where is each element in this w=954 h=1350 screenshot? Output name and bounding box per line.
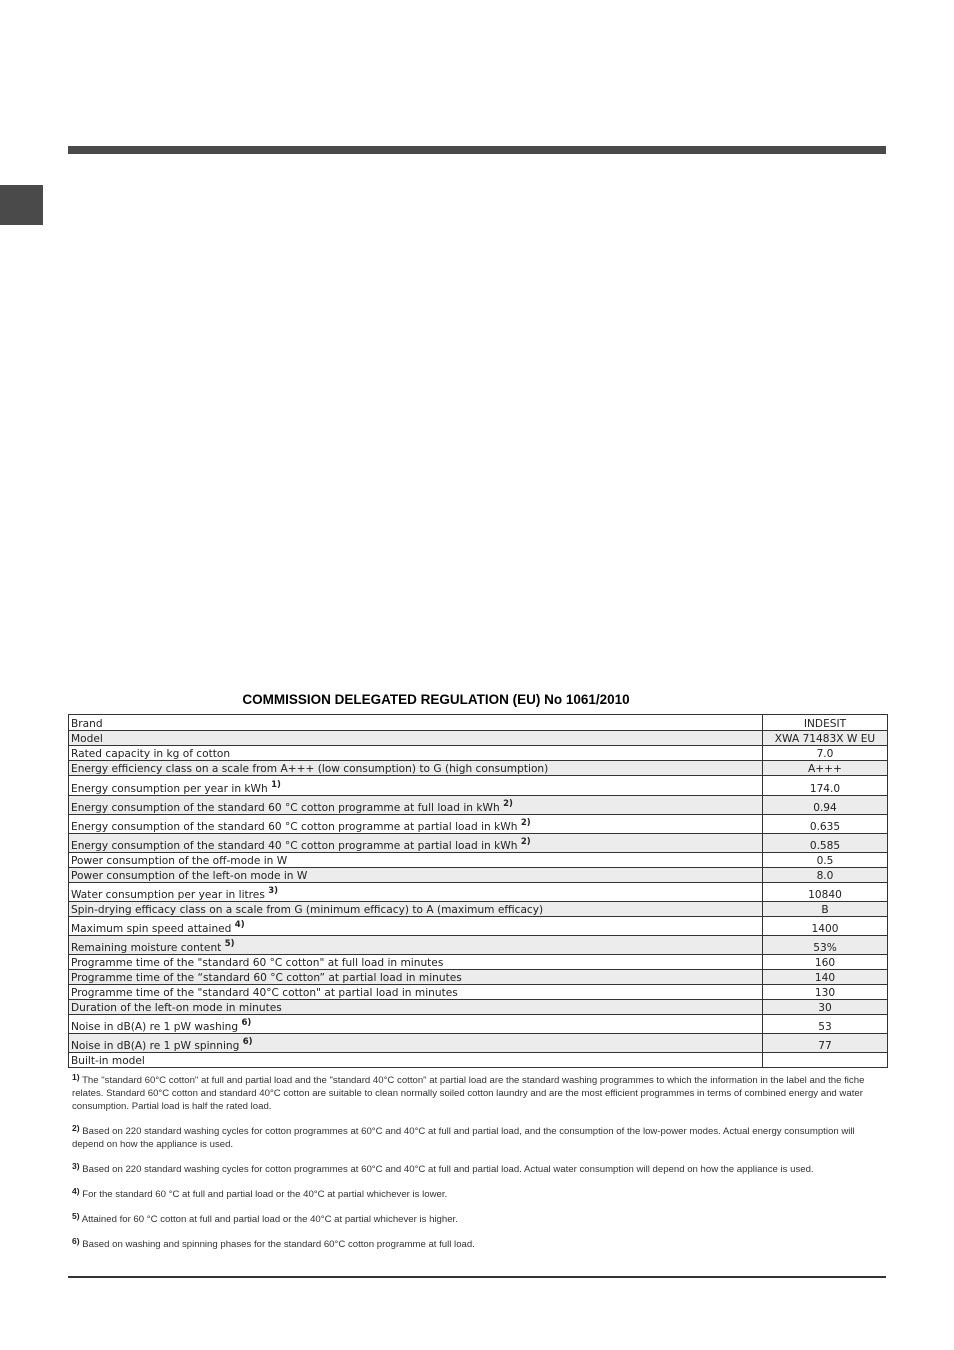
table-row bbox=[69, 815, 888, 834]
table-row bbox=[69, 796, 888, 815]
footnote-ref: 5) bbox=[224, 939, 235, 949]
footnote-number: 1) bbox=[72, 1072, 80, 1082]
row-label: Rated capacity in kg of cotton bbox=[69, 746, 763, 761]
footnote-ref: 2) bbox=[520, 818, 531, 828]
row-value: 0.5 bbox=[763, 853, 888, 868]
side-language-tab bbox=[0, 185, 43, 225]
header-rule bbox=[68, 146, 886, 154]
footnote-number: 2) bbox=[72, 1123, 80, 1133]
row-label: Power consumption of the off-mode in W bbox=[69, 853, 763, 868]
row-value: 174.0 bbox=[763, 776, 888, 796]
row-label: Energy consumption of the standard 60 °C cotton programme at partial load in kWh $^{2)}$ bbox=[69, 815, 763, 834]
row-value: 53% bbox=[763, 936, 888, 955]
footnote-ref: 2) bbox=[520, 837, 531, 847]
row-value: 0.635 bbox=[763, 815, 888, 834]
row-value: 130 bbox=[763, 985, 888, 1000]
footnote-text: Based on 220 standard washing cycles for cotton programmes at 60°C and 40°C at full and partial load. Actual water consumption will depend on how the appliance is used. bbox=[82, 1164, 814, 1175]
row-value: A+++ bbox=[763, 761, 888, 776]
row-label: Duration of the left-on mode in minutes bbox=[69, 1000, 763, 1015]
row-label: Programme time of the "standard 40°C cotton" at partial load in minutes bbox=[69, 985, 763, 1000]
footnote-text: Based on washing and spinning phases for the standard 60°C cotton programme at full load. bbox=[82, 1239, 475, 1250]
row-value: 1400 bbox=[763, 917, 888, 936]
row-value: XWA 71483X W EU bbox=[763, 731, 888, 746]
footnote-ref: 1) bbox=[271, 780, 281, 790]
table-row bbox=[69, 731, 888, 746]
table-row bbox=[69, 761, 888, 776]
table-row bbox=[69, 1053, 888, 1068]
footnote-ref: 3) bbox=[268, 886, 279, 896]
footnote-number: 4) bbox=[72, 1186, 80, 1196]
row-value: 7.0 bbox=[763, 746, 888, 761]
table-row bbox=[69, 834, 888, 853]
row-label: Energy efficiency class on a scale from A+++ (low consumption) to G (high consumption) bbox=[69, 761, 763, 776]
row-label: Built-in model bbox=[69, 1053, 763, 1068]
row-value: 53 bbox=[763, 1015, 888, 1034]
table-row bbox=[69, 970, 888, 985]
row-label: Spin-drying efficacy class on a scale from G (minimum efficacy) to A (maximum efficacy) bbox=[69, 902, 763, 917]
row-label: Brand bbox=[69, 715, 763, 731]
footnote bbox=[72, 1125, 887, 1151]
row-label: Programme time of the “standard 60 °C cotton” at partial load in minutes bbox=[69, 970, 763, 985]
table-row bbox=[69, 1034, 888, 1053]
footnote bbox=[72, 1238, 887, 1251]
row-label: Power consumption of the left-on mode in W bbox=[69, 868, 763, 883]
footnote bbox=[72, 1213, 887, 1226]
product-fiche-table bbox=[68, 714, 888, 1068]
row-value: 140 bbox=[763, 970, 888, 985]
footnote-number: 3) bbox=[72, 1161, 80, 1171]
footnote-number: 5) bbox=[72, 1211, 80, 1221]
table-row bbox=[69, 715, 888, 731]
footnote-text: The "standard 60°C cotton" at full and partial load and the "standard 40°C cotton" at partial load are the standard washing programmes to which the information in the label and the fiche relates. Standard 60°C cotton and standard 40°C cotton are suitable to clean normally soiled cotton laundry and are the most efficient programmes in terms of combined energy and water consumption. Partial load is half the rated load. bbox=[72, 1075, 865, 1112]
table-row bbox=[69, 883, 888, 902]
footnote bbox=[72, 1163, 887, 1176]
row-value: B bbox=[763, 902, 888, 917]
table-row bbox=[69, 1000, 888, 1015]
row-label: Noise in dB(A) re 1 pW washing $^{6)}$ bbox=[69, 1015, 763, 1034]
row-value: 10840 bbox=[763, 883, 888, 902]
row-label: Energy consumption of the standard 60 °C cotton programme at full load in kWh $^{2)}$ bbox=[69, 796, 763, 815]
footnote-text: For the standard 60 °C at full and partial load or the 40°C at partial whichever is lower. bbox=[82, 1189, 448, 1200]
footnote-ref: 6) bbox=[242, 1037, 253, 1047]
row-label: Programme time of the "standard 60 °C cotton" at full load in minutes bbox=[69, 955, 763, 970]
table-row bbox=[69, 1015, 888, 1034]
table-row bbox=[69, 853, 888, 868]
row-label: Noise in dB(A) re 1 pW spinning $^{6)}$ bbox=[69, 1034, 763, 1053]
table-row bbox=[69, 955, 888, 970]
row-label: Maximum spin speed attained $^{4)}$ bbox=[69, 917, 763, 936]
footnote-text: Based on 220 standard washing cycles for cotton programmes at 60°C and 40°C at full and partial load, and the consumption of the low-power modes. Actual energy consumption will depend on how the appliance is used. bbox=[72, 1126, 855, 1150]
row-value bbox=[763, 1053, 888, 1068]
footnote bbox=[72, 1074, 887, 1113]
row-value: 30 bbox=[763, 1000, 888, 1015]
row-value: 77 bbox=[763, 1034, 888, 1053]
row-label: Water consumption per year in litres $^{3)}$ bbox=[69, 883, 763, 902]
regulation-title: COMMISSION DELEGATED REGULATION (EU) No 1061/2010 bbox=[242, 692, 630, 707]
row-label: Remaining moisture content $^{5)}$ bbox=[69, 936, 763, 955]
row-label: Energy consumption per year in kWh $^{1)}$ bbox=[69, 776, 763, 796]
footnote bbox=[72, 1188, 887, 1201]
table-row bbox=[69, 776, 888, 796]
row-value: 160 bbox=[763, 955, 888, 970]
table-row bbox=[69, 902, 888, 917]
table-row bbox=[69, 917, 888, 936]
table-row bbox=[69, 936, 888, 955]
footnote-number: 6) bbox=[72, 1236, 80, 1246]
footnote-ref: 6) bbox=[241, 1018, 252, 1028]
row-value: 8.0 bbox=[763, 868, 888, 883]
table-row bbox=[69, 985, 888, 1000]
row-label: Model bbox=[69, 731, 763, 746]
row-value: INDESIT bbox=[763, 715, 888, 731]
footnote-ref: 4) bbox=[234, 920, 245, 930]
row-value: 0.585 bbox=[763, 834, 888, 853]
table-row bbox=[69, 746, 888, 761]
footer-rule bbox=[68, 1276, 886, 1278]
footnote-text: Attained for 60 °C cotton at full and partial load or the 40°C at partial whichever is higher. bbox=[81, 1214, 458, 1225]
row-value: 0.94 bbox=[763, 796, 888, 815]
table-row bbox=[69, 868, 888, 883]
footnote-ref: 2) bbox=[503, 799, 513, 809]
footnotes bbox=[72, 1074, 887, 1263]
row-label: Energy consumption of the standard 40 °C cotton programme at partial load in kWh $^{2)}$ bbox=[69, 834, 763, 853]
